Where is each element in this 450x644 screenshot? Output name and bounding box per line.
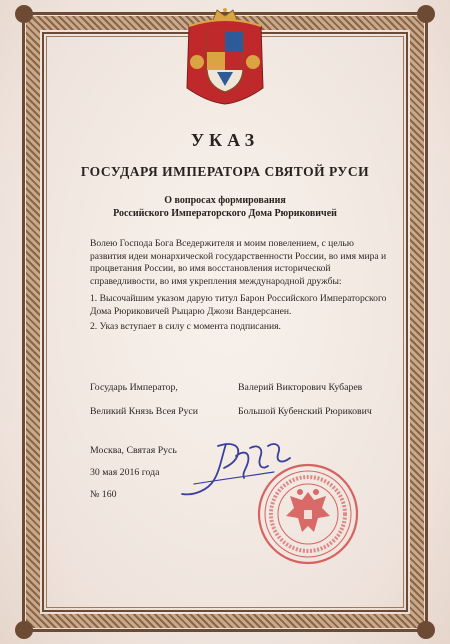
topic-line-2: Российского Императорского Дома Рюриковичей [113, 208, 337, 219]
decree-number: № 160 [90, 489, 117, 500]
document-heading: УКАЗ [190, 130, 260, 150]
decree-item-2: 2. Указ вступает в силу с момента подписания. [90, 321, 281, 332]
signer-name-title: Большой Кубенский Рюрикович [238, 406, 372, 417]
frame-corner-ornament [15, 621, 33, 639]
official-seal-stamp [256, 462, 360, 566]
preamble-paragraph: Волею Господа Бога Вседержителя и моим повелением, с целью развития идеи монархической государственности России, во имя мира и процветания России, во имя восстановления исторической справедливости, во имя укрепления международной дружбы: [90, 238, 387, 287]
frame-corner-ornament [15, 5, 33, 23]
signer-name: Валерий Викторович Кубарев [238, 382, 363, 393]
signer-title-line-2: Великий Князь Всея Руси [90, 406, 199, 417]
coat-of-arms-emblem [183, 6, 267, 106]
signer-title-line-1: Государь Император, [90, 382, 178, 393]
topic-line-1: О вопросах формирования [164, 195, 286, 206]
place-of-issue: Москва, Святая Русь [90, 445, 177, 456]
document-subheading: ГОСУДАРЯ ИМПЕРАТОРА СВЯТОЙ РУСИ [80, 164, 370, 179]
document-topic [0, 194, 450, 220]
date-of-issue: 30 мая 2016 года [90, 467, 160, 478]
frame-corner-ornament [417, 621, 435, 639]
frame-corner-ornament [417, 5, 435, 23]
decree-item-1: 1. Высочайшим указом дарую титул Барон Российского Императорского Дома Рюриковичей Рыцарю Джози Вандерсанен. [90, 293, 387, 317]
